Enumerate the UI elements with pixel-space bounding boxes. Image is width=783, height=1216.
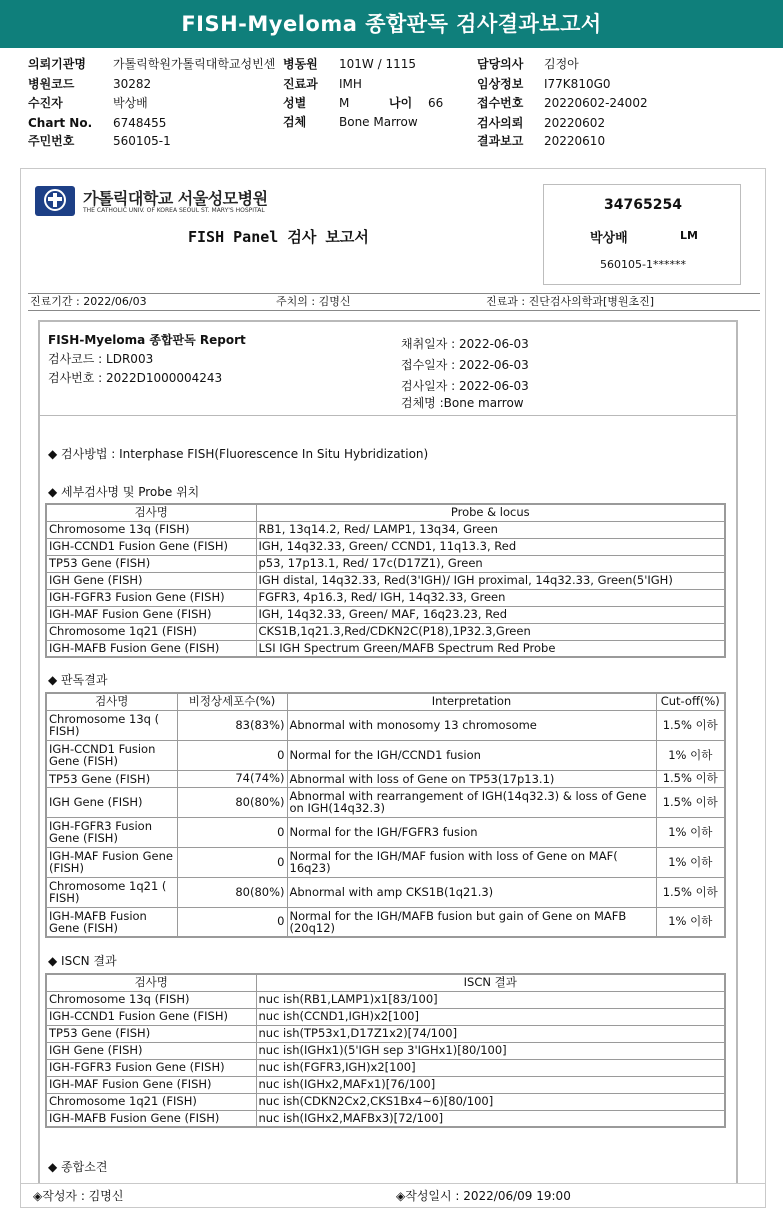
result-cell: Normal for the IGH/MAF fusion with loss of Gene on MAF( 16q23) [287, 847, 656, 877]
result-cell: 1.5% 이하 [656, 787, 725, 817]
result-cell: IGH Gene (FISH) [46, 787, 177, 817]
iscn-row [46, 1093, 725, 1110]
resident-value: 560105-1 [113, 134, 171, 148]
ward-label: 병동원 [283, 57, 318, 71]
result-col-header: 비정상세포수(%) [177, 693, 287, 710]
test-date: 검사일자 : 2022-06-03 [401, 379, 529, 393]
probe-cell: IGH Gene (FISH) [46, 572, 256, 589]
result-cell: IGH-FGFR3 Fusion Gene (FISH) [46, 817, 177, 847]
probe-cell: IGH-MAF Fusion Gene (FISH) [46, 606, 256, 623]
iscn-row [46, 1076, 725, 1093]
iscn-cell: nuc ish(IGHx1)(5'IGH sep 3'IGHx1)[80/100] [256, 1042, 725, 1059]
receive-date: 접수일자 : 2022-06-03 [401, 358, 529, 372]
probe-cell: IGH distal, 14q32.33, Red(3'IGH)/ IGH proximal, 14q32.33, Green(5'IGH) [256, 572, 725, 589]
result-cell: 80(80%) [177, 787, 287, 817]
probe-col-header: 검사명 [46, 504, 256, 521]
report-date-value: 20220610 [544, 134, 606, 148]
result-row [46, 877, 725, 907]
iscn-cell: nuc ish(CDKN2Cx2,CKS1Bx4~6)[80/100] [256, 1093, 725, 1110]
id-number: 34765254 [604, 197, 682, 213]
doctor-value: 김정아 [544, 57, 579, 71]
result-cell: Abnormal with loss of Gene on TP53(17p13.1) [287, 770, 656, 787]
hosp-code-label: 병원코드 [28, 77, 75, 91]
iscn-cell: IGH Gene (FISH) [46, 1042, 256, 1059]
probe-cell: TP53 Gene (FISH) [46, 555, 256, 572]
doctor-label: 담당의사 [477, 57, 524, 71]
result-cell: 1% 이하 [656, 817, 725, 847]
hosp-code-value: 30282 [113, 77, 152, 91]
iscn-cell: nuc ish(FGFR3,IGH)x2[100] [256, 1059, 725, 1076]
iscn-cell: Chromosome 1q21 (FISH) [46, 1093, 256, 1110]
probe-cell: IGH-MAFB Fusion Gene (FISH) [46, 640, 256, 657]
summary-heading: ◆ 종합소견 [48, 1160, 108, 1174]
result-cell: 1.5% 이하 [656, 877, 725, 907]
probe-row [46, 572, 725, 589]
probe-cell: CKS1B,1q21.3,Red/CDKN2C(P18),1P32.3,Green [256, 623, 725, 640]
result-cell: TP53 Gene (FISH) [46, 770, 177, 787]
report-date-label: 결과보고 [477, 134, 524, 148]
sex-label: 성별 [283, 96, 307, 110]
id-resident: 560105-1****** [600, 258, 686, 271]
result-cell: Chromosome 13q ( FISH) [46, 710, 177, 740]
probe-row [46, 606, 725, 623]
result-cell: 80(80%) [177, 877, 287, 907]
specimen-value: Bone Marrow [339, 115, 418, 129]
panel-title: FISH Panel 검사 보고서 [188, 228, 369, 246]
probe-table [45, 503, 726, 658]
hospital-name: 가톨릭대학교 서울성모병원 [83, 189, 268, 208]
iscn-cell: nuc ish(RB1,LAMP1)x1[83/100] [256, 991, 725, 1008]
probe-cell: LSI IGH Spectrum Green/MAFB Spectrum Red Probe [256, 640, 725, 657]
footer-date: ◈작성일시 : 2022/06/09 19:00 [396, 1189, 571, 1203]
probe-cell: p53, 17p13.1, Red/ 17c(D17Z1), Green [256, 555, 725, 572]
request-label: 검사의뢰 [477, 116, 524, 130]
iscn-table [45, 973, 726, 1128]
result-cell: Normal for the IGH/FGFR3 fusion [287, 817, 656, 847]
dept-value: IMH [339, 77, 362, 91]
result-row [46, 817, 725, 847]
probe-row [46, 538, 725, 555]
iscn-row [46, 991, 725, 1008]
receipt-value: 20220602-24002 [544, 96, 648, 110]
result-row [46, 770, 725, 787]
iscn-row [46, 1110, 725, 1127]
result-cell: 1% 이하 [656, 847, 725, 877]
iscn-cell: IGH-MAF Fusion Gene (FISH) [46, 1076, 256, 1093]
result-cell: 1% 이하 [656, 907, 725, 937]
specimen-name: 검체명 :Bone marrow [401, 396, 524, 410]
result-heading: ◆ 판독결과 [48, 673, 108, 687]
result-cell: 0 [177, 847, 287, 877]
result-col-header: Cut-off(%) [656, 693, 725, 710]
visit-line [28, 293, 760, 311]
iscn-cell: Chromosome 13q (FISH) [46, 991, 256, 1008]
result-cell: 0 [177, 907, 287, 937]
result-col-header: 검사명 [46, 693, 177, 710]
iscn-cell: nuc ish(IGHx2,MAFx1)[76/100] [256, 1076, 725, 1093]
result-cell: Normal for the IGH/MAFB fusion but gain of Gene on MAFB (20q12) [287, 907, 656, 937]
ward-value: 101W / 1115 [339, 57, 416, 71]
specimen-label: 검체 [283, 115, 307, 129]
iscn-col-header: 검사명 [46, 974, 256, 991]
result-cell: 0 [177, 817, 287, 847]
probe-cell: FGFR3, 4p16.3, Red/ IGH, 14q32.33, Green [256, 589, 725, 606]
dept-label: 진료과 [283, 77, 318, 91]
result-cell: 83(83%) [177, 710, 287, 740]
hospital-subtitle: THE CATHOLIC UNIV. OF KOREA SEOUL ST. MARY'S HOSPITAL [83, 207, 265, 214]
resident-label: 주민번호 [28, 134, 75, 148]
clinical-label: 임상정보 [477, 77, 524, 91]
institution-value: 가톨릭학원가톨릭대학교성빈센 [113, 57, 276, 71]
iscn-row [46, 1042, 725, 1059]
iscn-col-header: ISCN 결과 [256, 974, 725, 991]
result-cell: 1.5% 이하 [656, 770, 725, 787]
recipient-value: 박상배 [113, 96, 148, 110]
age-value: 66 [428, 96, 444, 110]
result-row [46, 710, 725, 740]
visit-physician: 주치의 : 김명신 [276, 295, 351, 308]
iscn-cell: nuc ish(CCND1,IGH)x2[100] [256, 1008, 725, 1025]
method-line: ◆ 검사방법 : Interphase FISH(Fluorescence In Situ Hybridization) [48, 447, 429, 461]
iscn-cell: IGH-MAFB Fusion Gene (FISH) [46, 1110, 256, 1127]
result-cell: 0 [177, 740, 287, 770]
iscn-cell: IGH-FGFR3 Fusion Gene (FISH) [46, 1059, 256, 1076]
iscn-row [46, 1008, 725, 1025]
sex-value: M [339, 96, 350, 110]
report-title: FISH-Myeloma 종합판독 검사결과보고서 [0, 0, 783, 48]
result-row [46, 907, 725, 937]
clinical-value: I77K810G0 [544, 77, 611, 91]
hospital-logo-icon [35, 186, 75, 216]
iscn-cell: nuc ish(IGHx2,MAFBx3)[72/100] [256, 1110, 725, 1127]
iscn-cell: IGH-CCND1 Fusion Gene (FISH) [46, 1008, 256, 1025]
result-row [46, 740, 725, 770]
result-cell: Abnormal with amp CKS1B(1q21.3) [287, 877, 656, 907]
recipient-label: 수진자 [28, 96, 63, 110]
probe-cell: IGH, 14q32.33, Green/ CCND1, 11q13.3, Red [256, 538, 725, 555]
report-heading: FISH-Myeloma 종합판독 Report [48, 333, 246, 347]
test-code: 검사코드 : LDR003 [48, 352, 154, 366]
probe-cell: RB1, 13q14.2, Red/ LAMP1, 13q34, Green [256, 521, 725, 538]
result-cell: 74(74%) [177, 770, 287, 787]
id-name: 박상배 [590, 231, 628, 246]
result-cell: Abnormal with rearrangement of IGH(14q32.3) & loss of Gene on IGH(14q32.3) [287, 787, 656, 817]
age-label: 나이 [389, 96, 413, 110]
request-value: 20220602 [544, 116, 606, 130]
iscn-cell: nuc ish(TP53x1,D17Z1x2)[74/100] [256, 1025, 725, 1042]
divider [20, 1183, 766, 1184]
probe-cell: IGH, 14q32.33, Green/ MAF, 16q23.23, Red [256, 606, 725, 623]
collect-date: 채취일자 : 2022-06-03 [401, 337, 529, 351]
probe-row [46, 521, 725, 538]
footer-author: ◈작성자 : 김명신 [33, 1189, 124, 1203]
iscn-row [46, 1025, 725, 1042]
probe-cell: Chromosome 1q21 (FISH) [46, 623, 256, 640]
result-col-header: Interpretation [287, 693, 656, 710]
probe-cell: Chromosome 13q (FISH) [46, 521, 256, 538]
probe-row [46, 555, 725, 572]
iscn-cell: TP53 Gene (FISH) [46, 1025, 256, 1042]
result-row [46, 787, 725, 817]
probe-heading: ◆ 세부검사명 및 Probe 위치 [48, 485, 200, 499]
result-row [46, 847, 725, 877]
result-cell: Chromosome 1q21 ( FISH) [46, 877, 177, 907]
chart-value: 6748455 [113, 116, 167, 130]
probe-row [46, 589, 725, 606]
visit-period: 진료기간 : 2022/06/03 [30, 295, 147, 308]
id-code: LM [680, 229, 698, 242]
chart-label: Chart No. [28, 116, 93, 130]
institution-label: 의뢰기관명 [28, 57, 86, 71]
probe-row [46, 640, 725, 657]
probe-cell: IGH-CCND1 Fusion Gene (FISH) [46, 538, 256, 555]
result-cell: IGH-MAFB Fusion Gene (FISH) [46, 907, 177, 937]
result-table [45, 692, 726, 938]
result-cell: IGH-MAF Fusion Gene (FISH) [46, 847, 177, 877]
result-cell: IGH-CCND1 Fusion Gene (FISH) [46, 740, 177, 770]
iscn-heading: ◆ ISCN 결과 [48, 954, 117, 968]
result-cell: Normal for the IGH/CCND1 fusion [287, 740, 656, 770]
test-number: 검사번호 : 2022D1000004243 [48, 371, 223, 385]
probe-row [46, 623, 725, 640]
iscn-row [46, 1059, 725, 1076]
result-cell: 1.5% 이하 [656, 710, 725, 740]
result-cell: 1% 이하 [656, 740, 725, 770]
patient-id-box [543, 184, 741, 285]
probe-cell: IGH-FGFR3 Fusion Gene (FISH) [46, 589, 256, 606]
visit-dept: 진료과 : 진단검사의학과[병원초진] [486, 295, 655, 308]
receipt-label: 접수번호 [477, 96, 524, 110]
result-cell: Abnormal with monosomy 13 chromosome [287, 710, 656, 740]
probe-col-header: Probe & locus [256, 504, 725, 521]
